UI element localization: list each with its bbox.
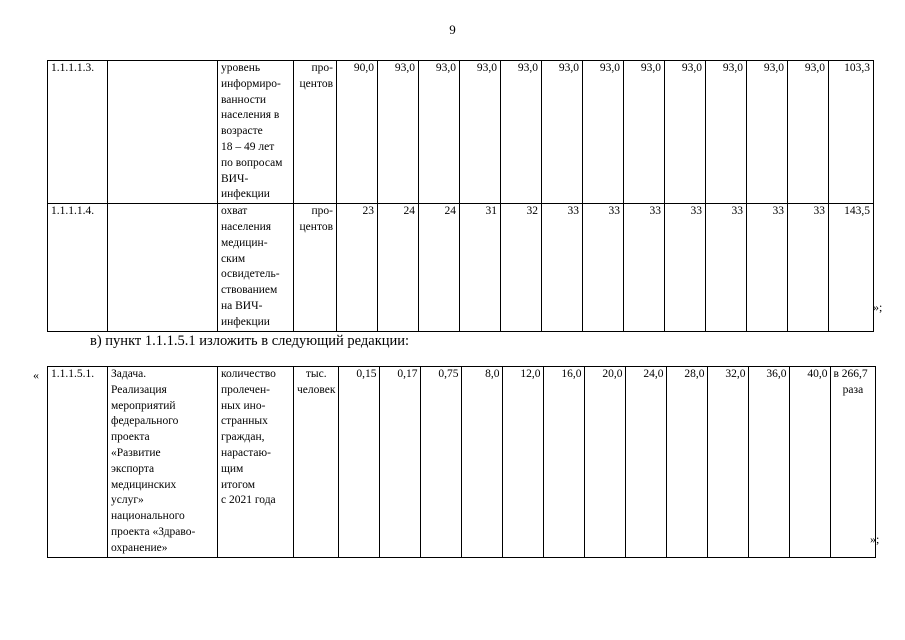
- table-row: [48, 61, 874, 204]
- cell-line: на ВИЧ-: [221, 299, 263, 312]
- value-cell: 32: [501, 204, 542, 331]
- unit-of-measure: [294, 61, 337, 204]
- cell-line: услуг»: [111, 494, 144, 507]
- value-cell: 93,0: [788, 61, 829, 204]
- task-description: [108, 61, 218, 204]
- opening-quote: «: [33, 368, 39, 382]
- cell-line: охранение»: [111, 541, 168, 554]
- cell-line: пролечен-: [221, 383, 270, 396]
- value-cell: 40,0: [790, 367, 831, 558]
- value-cell: 0,75: [421, 367, 462, 558]
- cell-line: медицин-: [221, 236, 268, 249]
- cell-line: медицинских: [111, 478, 177, 491]
- cell-line: странных: [221, 415, 268, 428]
- value-cell: 24,0: [626, 367, 667, 558]
- growth-value: 143,5: [829, 204, 874, 331]
- cell-line: с 2021 года: [221, 494, 276, 507]
- value-cell: 23: [337, 204, 378, 331]
- value-cell: 93,0: [460, 61, 501, 204]
- value-cell: 93,0: [583, 61, 624, 204]
- cell-line: нарастаю-: [221, 446, 271, 459]
- cell-line: про-: [311, 205, 333, 218]
- indicator-name: [218, 367, 294, 558]
- indicator-name: [218, 204, 294, 331]
- value-cell: 28,0: [667, 367, 708, 558]
- cell-line: Реализация: [111, 383, 167, 396]
- cell-line: инфекции: [221, 315, 270, 328]
- unit-of-measure: [294, 367, 339, 558]
- value-cell: 33: [624, 204, 665, 331]
- growth-value: [831, 367, 876, 558]
- closing-quote-1: »;: [873, 300, 883, 314]
- cell-line: тыс.: [305, 368, 327, 380]
- cell-line: 18 – 49 лет: [221, 140, 275, 153]
- value-cell: 93,0: [542, 61, 583, 204]
- task-description: [108, 367, 218, 558]
- table-row: [48, 367, 876, 558]
- row-code: 1.1.1.1.3.: [48, 61, 108, 204]
- cell-line: граждан,: [221, 431, 265, 444]
- task-description: [108, 204, 218, 331]
- cell-line: населения в: [221, 109, 280, 122]
- row-code: 1.1.1.1.4.: [48, 204, 108, 331]
- value-cell: 33: [583, 204, 624, 331]
- cell-line: по вопросам: [221, 156, 283, 169]
- cell-line: федерального: [111, 415, 179, 428]
- table-row: [48, 204, 874, 331]
- value-cell: 24: [378, 204, 419, 331]
- value-cell: 93,0: [624, 61, 665, 204]
- cell-line: национального: [111, 510, 185, 523]
- cell-line: итогом: [221, 478, 256, 491]
- cell-line: раза: [842, 383, 864, 396]
- cell-line: центов: [299, 220, 333, 233]
- unit-of-measure: [294, 204, 337, 331]
- cell-line: уровень: [221, 62, 261, 74]
- value-cell: 93,0: [665, 61, 706, 204]
- value-cell: 93,0: [378, 61, 419, 204]
- value-cell: 33: [747, 204, 788, 331]
- cell-line: ствованием: [221, 284, 278, 297]
- cell-line: возрасте: [221, 125, 263, 138]
- cell-line: центов: [299, 77, 333, 90]
- indicator-name: [218, 61, 294, 204]
- row-code: 1.1.1.5.1.: [48, 367, 108, 558]
- value-cell: 24: [419, 204, 460, 331]
- value-cell: 33: [788, 204, 829, 331]
- value-cell: 93,0: [419, 61, 460, 204]
- cell-line: ных ино-: [221, 399, 266, 412]
- value-cell: 90,0: [337, 61, 378, 204]
- value-cell: 12,0: [503, 367, 544, 558]
- cell-line: населения: [221, 220, 272, 233]
- value-cell: 8,0: [462, 367, 503, 558]
- growth-value: 103,3: [829, 61, 874, 204]
- cell-line: инфекции: [221, 188, 270, 201]
- value-cell: 20,0: [585, 367, 626, 558]
- cell-line: ВИЧ-: [221, 172, 249, 185]
- value-cell: 0,15: [339, 367, 380, 558]
- value-cell: 93,0: [706, 61, 747, 204]
- instruction-text: в) пункт 1.1.1.5.1 изложить в следующий редакции:: [90, 333, 410, 349]
- cell-line: ским: [221, 252, 246, 265]
- value-cell: 32,0: [708, 367, 749, 558]
- value-cell: 16,0: [544, 367, 585, 558]
- cell-line: человек: [297, 383, 336, 396]
- cell-line: мероприятий: [111, 399, 176, 412]
- value-cell: 31: [460, 204, 501, 331]
- cell-line: ванности: [221, 93, 267, 106]
- indicators-table-continued: [47, 60, 874, 332]
- value-cell: 33: [706, 204, 747, 331]
- cell-line: щим: [221, 462, 244, 475]
- value-cell: 33: [665, 204, 706, 331]
- value-cell: 36,0: [749, 367, 790, 558]
- cell-line: охват: [221, 205, 248, 218]
- cell-line: «Развитие: [111, 446, 161, 459]
- indicator-table-new-edition: [47, 366, 876, 558]
- value-cell: 93,0: [501, 61, 542, 204]
- value-cell: 33: [542, 204, 583, 331]
- cell-line: про-: [311, 62, 333, 74]
- closing-quote-2: »;: [870, 532, 880, 546]
- value-cell: 93,0: [747, 61, 788, 204]
- cell-line: в 266,7: [833, 368, 868, 380]
- cell-line: освидетель-: [221, 268, 280, 281]
- cell-line: проекта: [111, 431, 150, 444]
- cell-line: информиро-: [221, 77, 281, 90]
- page-number: 9: [449, 22, 456, 37]
- value-cell: 0,17: [380, 367, 421, 558]
- cell-line: количество: [221, 368, 276, 380]
- cell-line: проекта «Здраво-: [111, 525, 196, 538]
- cell-line: Задача.: [111, 368, 147, 380]
- cell-line: экспорта: [111, 462, 155, 475]
